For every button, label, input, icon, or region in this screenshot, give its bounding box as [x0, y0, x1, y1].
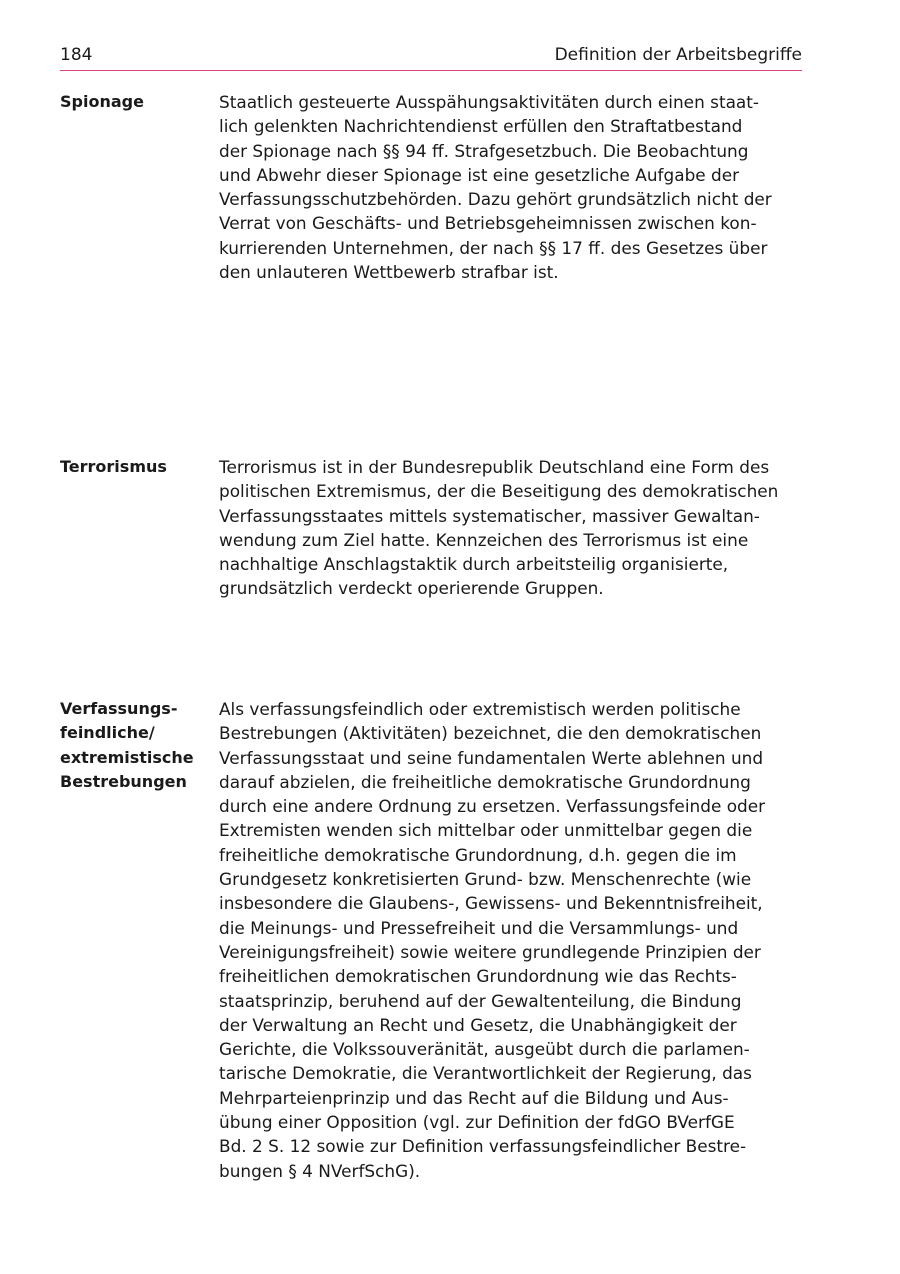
term-line: feindliche/ [60, 723, 155, 743]
definition-line: staatsprinzip, beruhend auf der Gewaltenteilung, die Bindung [219, 990, 742, 1011]
running-title: Definition der Arbeitsbegriffe [554, 45, 802, 65]
definition-line: Verfassungsstaates mittels systematischer, massiver Gewaltan- [219, 505, 760, 526]
definition-line: lich gelenkten Nachrichtendienst erfüllen den Straftatbestand [219, 116, 743, 137]
definition-line: kurrierenden Unternehmen, der nach §§ 17 ff. des Gesetzes über [219, 237, 768, 258]
definition-line: Bd. 2 S. 12 sowie zur Definition verfassungsfeindlicher Bestre- [219, 1136, 747, 1157]
definition-line: Terrorismus ist in der Bundesrepublik Deutschland eine Form des [219, 457, 770, 477]
definition-line: Gerichte, die Volkssouveränität, ausgeübt durch die parlamen- [219, 1039, 750, 1060]
glossary-term [60, 697, 200, 794]
definition-line: politischen Extremismus, der die Beseitigung des demokratischen [219, 481, 779, 502]
definition-line: übung einer Opposition (vgl. zur Definition der fdGO BVerfGE [219, 1112, 735, 1133]
definition-line: der Verwaltung an Recht und Gesetz, die Unabhängigkeit der [219, 1014, 737, 1035]
page-number: 184 [60, 45, 93, 65]
glossary-term [60, 90, 200, 114]
definition-line: wendung zum Ziel hatte. Kennzeichen des Terrorismus ist eine [219, 529, 749, 550]
definition-line: nachhaltige Anschlagstaktik durch arbeitsteilig organisierte, [219, 554, 729, 575]
definition-line: den unlauteren Wettbewerb strafbar ist. [219, 262, 559, 283]
definition-line: der Spionage nach §§ 94 ff. Strafgesetzbuch. Die Beobachtung [219, 140, 749, 161]
definition-line: Mehrparteienprinzip und das Recht auf die Bildung und Aus- [219, 1087, 729, 1108]
definition-line: darauf abzielen, die freiheitliche demokratische Grundordnung [219, 771, 751, 792]
glossary-definition [219, 455, 804, 601]
definition-line: Verrat von Geschäfts- und Betriebsgeheimnissen zwischen kon- [219, 213, 757, 234]
definition-line: Staatlich gesteuerte Ausspähungsaktivitäten durch einen staat- [219, 92, 759, 112]
definition-line: und Abwehr dieser Spionage ist eine gesetzliche Aufgabe der [219, 164, 740, 185]
glossary-definition [219, 697, 804, 1183]
definition-line: freiheitliche demokratische Grundordnung, d.h. gegen die im [219, 844, 737, 865]
definition-line: freiheitlichen demokratischen Grundordnung wie das Rechts- [219, 966, 737, 987]
term-line: Spionage [60, 92, 144, 111]
definition-line: Als verfassungsfeindlich oder extremistisch werden politische [219, 699, 741, 719]
definition-line: Grundgesetz konkretisierten Grund- bzw. Menschenrechte (wie [219, 869, 752, 890]
definition-line: tarische Demokratie, die Verantwortlichkeit der Regierung, das [219, 1063, 752, 1084]
term-line: Terrorismus [60, 457, 167, 476]
definition-line: insbesondere die Glaubens-, Gewissens- und Bekenntnisfreiheit, [219, 893, 763, 914]
definition-line: Vereinigungsfreiheit) sowie weitere grundlegende Prinzipien der [219, 941, 761, 962]
term-line: extremistische [60, 747, 194, 767]
definition-line: die Meinungs- und Pressefreiheit und die Versammlungs- und [219, 917, 739, 938]
term-line: Verfassungs- [60, 699, 178, 718]
definition-line: Extremisten wenden sich mittelbar oder unmittelbar gegen die [219, 820, 753, 841]
term-line: Bestrebungen [60, 771, 187, 791]
definition-line: bungen § 4 NVerfSchG). [219, 1160, 421, 1181]
definition-line: grundsätzlich verdeckt operierende Gruppen. [219, 578, 604, 599]
definition-line: durch eine andere Ordnung zu ersetzen. Verfassungsfeinde oder [219, 796, 766, 817]
definition-line: Verfassungsschutzbehörden. Dazu gehört grundsätzlich nicht der [219, 189, 772, 210]
page-header [60, 44, 802, 71]
definition-line: Bestrebungen (Aktivitäten) bezeichnet, die den demokratischen [219, 723, 762, 744]
glossary-definition [219, 90, 804, 284]
glossary-term [60, 455, 200, 479]
definition-line: Verfassungsstaat und seine fundamentalen Werte ablehnen und [219, 747, 764, 768]
